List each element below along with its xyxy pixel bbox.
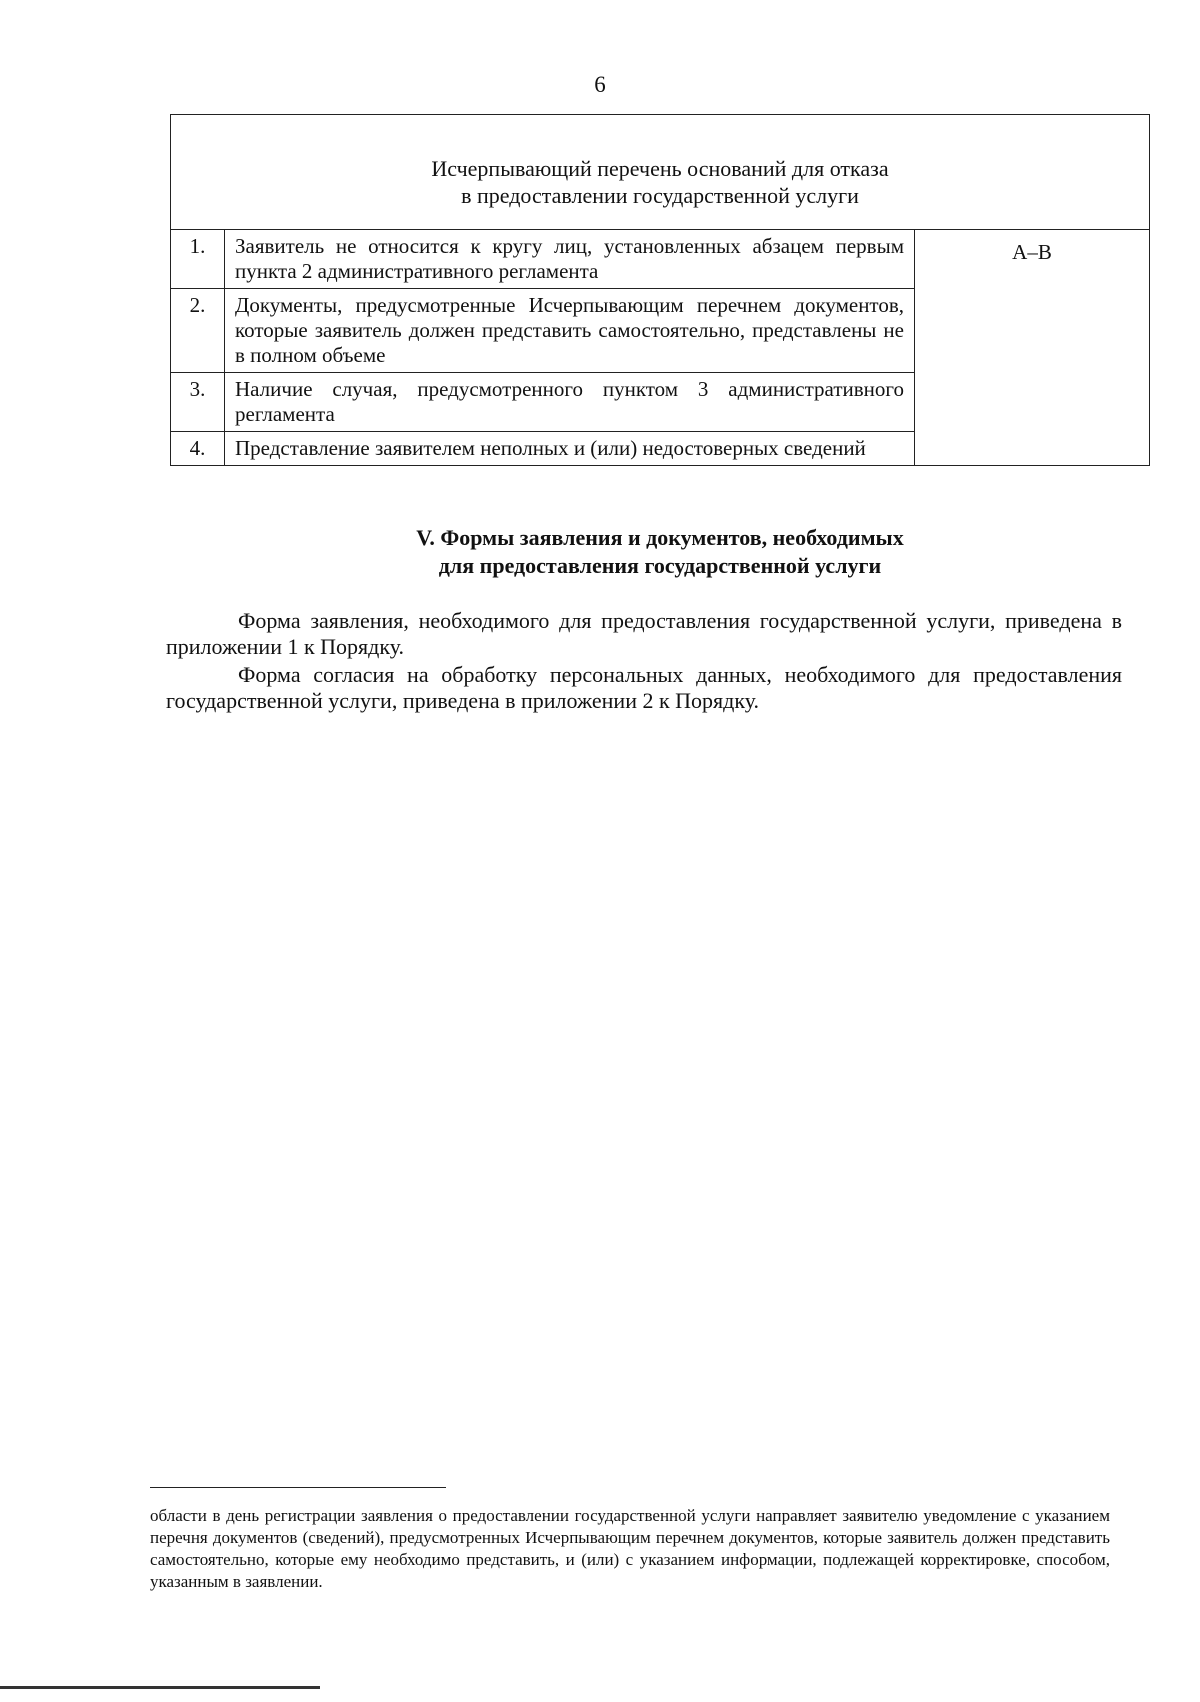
row-number: 4.	[171, 432, 225, 466]
section-title-line1: V. Формы заявления и документов, необходимых	[416, 525, 904, 550]
row-text: Документы, предусмотренные Исчерпывающим перечнем документов, которые заявитель должен представить самостоятельно, представлены не в полном объеме	[225, 289, 915, 373]
row-text: Наличие случая, предусмотренного пунктом 3 административного регламента	[225, 373, 915, 432]
body-text	[166, 608, 1122, 716]
paragraph: Форма согласия на обработку персональных данных, необходимого для предоставления государственной услуги, приведена в приложении 2 к Порядку.	[166, 662, 1122, 713]
table-header	[171, 115, 1150, 230]
table-header-line1: Исчерпывающий перечень оснований для отказа	[431, 156, 889, 181]
row-number: 1.	[171, 230, 225, 289]
row-text: Представление заявителем неполных и (или) недостоверных сведений	[225, 432, 915, 466]
table-header-row	[171, 115, 1150, 230]
table-header-line2: в предоставлении государственной услуги	[461, 183, 859, 208]
row-number: 3.	[171, 373, 225, 432]
footnote-separator	[150, 1487, 446, 1488]
refusal-reasons-table	[170, 114, 1150, 466]
scan-edge-line	[0, 1686, 320, 1689]
section-title-line2: для предоставления государственной услуги	[438, 553, 882, 578]
page-number: 6	[594, 72, 606, 97]
applicant-category-code: А–В	[915, 230, 1150, 466]
footnote-text: области в день регистрации заявления о предоставлении государственной услуги направляет заявителю уведомление с указанием перечня документов (сведений), предусмотренных Исчерпывающим перечнем документов, которые заявитель должен представить самостоятельно, которые ему необходимо представить, и (или) с указанием информации, подлежащей корректировке, способом, указанным в заявлении.	[150, 1506, 1110, 1591]
section-heading	[170, 524, 1150, 580]
paragraph: Форма заявления, необходимого для предоставления государственной услуги, приведена в приложении 1 к Порядку.	[166, 608, 1122, 659]
row-text: Заявитель не относится к кругу лиц, установленных абзацем первым пункта 2 административного регламента	[225, 230, 915, 289]
table-row	[171, 230, 1150, 289]
row-number: 2.	[171, 289, 225, 373]
